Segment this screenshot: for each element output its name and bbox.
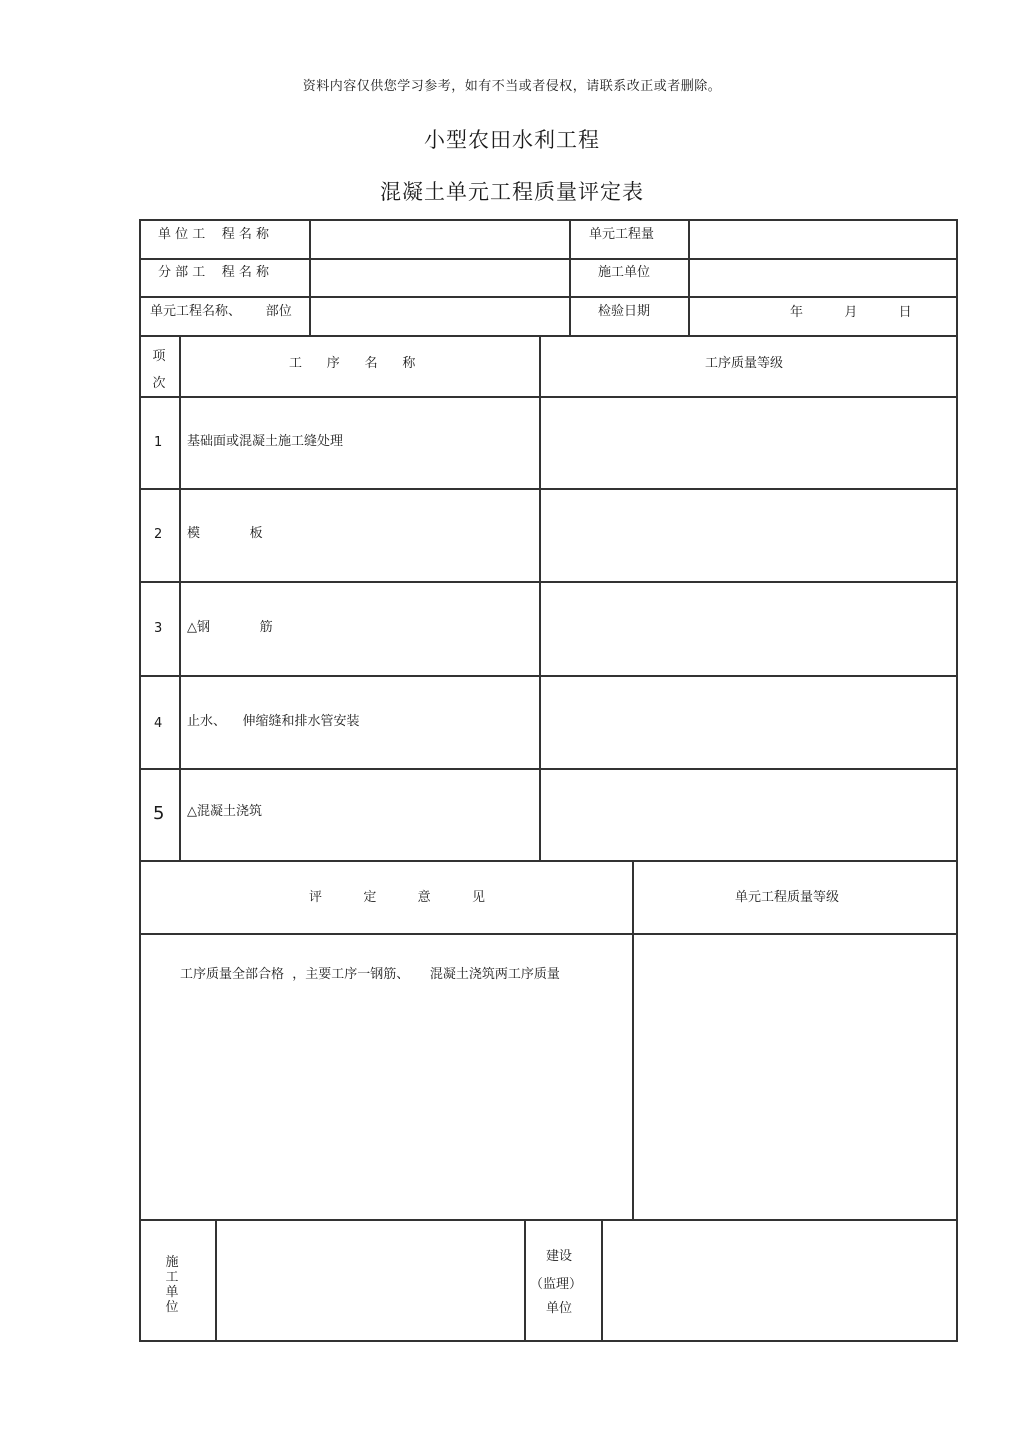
label-inspection-date: 检验日期 bbox=[598, 304, 651, 319]
grid-line bbox=[139, 1340, 958, 1342]
row-process-name: △混凝土浇筑 bbox=[187, 804, 262, 819]
grid-line bbox=[139, 396, 958, 398]
grid-line bbox=[139, 581, 958, 583]
row-number: 1 bbox=[154, 435, 163, 450]
grid-line bbox=[139, 768, 958, 770]
page-title: 小型农田水利工程 bbox=[424, 128, 600, 152]
grid-line bbox=[688, 219, 690, 337]
label-unit-volume: 单元工程量 bbox=[589, 227, 655, 242]
col-header-process-name: 工 序 名 称 bbox=[289, 356, 416, 371]
label-unit-project-name: 单 位 工 程 名 称 bbox=[158, 227, 270, 242]
grid-line bbox=[632, 860, 634, 1221]
row-process-name: 止水、 伸缩缝和排水管安装 bbox=[187, 714, 360, 729]
disclaimer-notice: 资料内容仅供您学习参考，如有不当或者侵权，请联系改正或者删除。 bbox=[302, 79, 722, 94]
grid-line bbox=[179, 335, 181, 862]
label-owner-line-3: 单位 bbox=[546, 1301, 573, 1316]
label-construction-unit: 施工单位 bbox=[598, 265, 651, 280]
label-evaluation-opinion: 评 定 意 见 bbox=[309, 890, 485, 905]
grid-line bbox=[601, 1219, 603, 1342]
evaluation-opinion-text: 工序质量全部合格 ，主要工序一钢筋、 混凝土浇筑两工序质量 bbox=[180, 967, 560, 982]
grid-line bbox=[139, 296, 958, 298]
grid-line bbox=[309, 219, 311, 337]
grid-line bbox=[539, 335, 541, 862]
grid-line bbox=[569, 219, 571, 337]
row-number: 4 bbox=[154, 716, 163, 731]
row-process-name: 模 板 bbox=[187, 526, 263, 541]
col-header-process-grade: 工序质量等级 bbox=[705, 356, 784, 371]
label-owner-line-1: 建设 bbox=[546, 1249, 573, 1264]
row-number: 5 bbox=[153, 803, 165, 824]
grid-line bbox=[215, 1219, 217, 1342]
col-header-index: 项次 bbox=[152, 349, 166, 391]
row-process-name: △钢 筋 bbox=[187, 620, 273, 635]
label-footer-construction-unit: 施工单位 bbox=[165, 1255, 179, 1315]
grid-line bbox=[139, 488, 958, 490]
grid-line bbox=[524, 1219, 526, 1342]
row-number: 3 bbox=[154, 621, 163, 636]
grid-line bbox=[139, 675, 958, 677]
grid-line bbox=[139, 219, 141, 1342]
grid-line bbox=[956, 219, 958, 1342]
label-element-quality-grade: 单元工程质量等级 bbox=[735, 890, 840, 905]
grid-line bbox=[139, 219, 958, 221]
grid-line bbox=[139, 335, 958, 337]
row-number: 2 bbox=[154, 527, 163, 542]
row-process-name: 基础面或混凝土施工缝处理 bbox=[187, 434, 344, 449]
label-owner-line-2: （监理） bbox=[530, 1277, 583, 1292]
grid-line bbox=[139, 1219, 958, 1221]
label-element-name-part: 单元工程名称、 部位 bbox=[150, 304, 292, 319]
grid-line bbox=[139, 860, 958, 862]
grid-line bbox=[139, 258, 958, 260]
label-sub-project-name: 分 部 工 程 名 称 bbox=[158, 265, 270, 280]
grid-line bbox=[139, 933, 958, 935]
page-subtitle: 混凝土单元工程质量评定表 bbox=[380, 180, 644, 204]
date-format: 年 月 日 bbox=[790, 305, 912, 320]
